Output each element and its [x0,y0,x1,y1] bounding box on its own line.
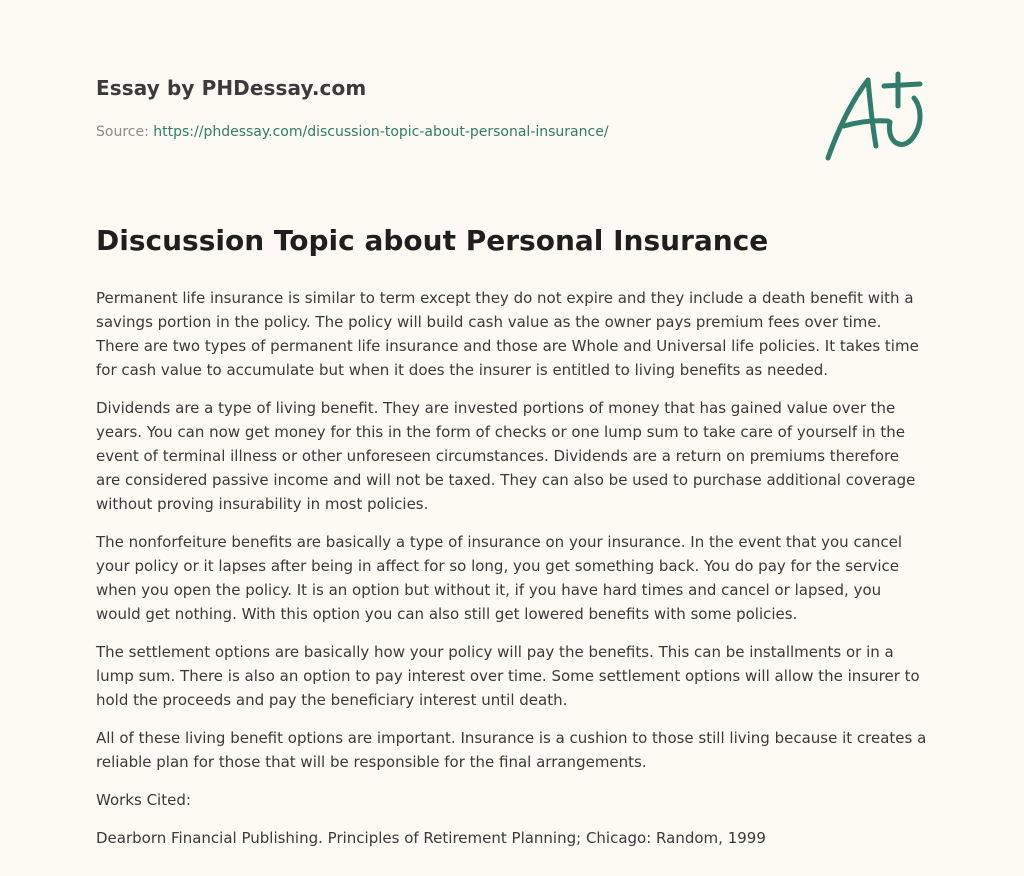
site-brand: Essay by PHDessay.com [96,76,367,100]
source-line [96,124,609,140]
paragraph: All of these living benefit options are important. Insurance is a cushion to those still living because it creates a reliable plan for those that will be responsible for the final arrangements. [96,729,927,771]
citation: Dearborn Financial Publishing. Principles of Retirement Planning; Chicago: Random, 1999 [96,829,766,847]
paragraph: The settlement options are basically how your policy will pay the benefits. This can be installments or in a lump sum. There is also an option to pay interest over time. Some settlement options will allow the insurer to hold the proceeds and pay the beneficiary interest until death. [96,643,920,709]
source-label: Source: [96,124,154,140]
paragraph: The nonforfeiture benefits are basically a type of insurance on your insurance. In the event that you cancel your policy or it lapses after being in affect for so long, you get something back. You do pay for the service when you open the policy. It is an option but without it, if you have hard times and cancel or lapsed, you would get nothing. With this option you can also still get lowered benefits with some policies. [96,533,903,623]
source-link[interactable]: https://phdessay.com/discussion-topic-about-personal-insurance/ [153,124,609,140]
paragraph: Permanent life insurance is similar to term except they do not expire and they include a death benefit with a savings portion in the policy. The policy will build cash value as the owner pays premium fees over time. There are two types of permanent life insurance and those are Whole and Universal life policies. It takes time for cash value to accumulate but when it does the insurer is entitled to living benefits as needed. [96,289,919,379]
essay-title: Discussion Topic about Personal Insurance [96,224,769,257]
paragraph: Dividends are a type of living benefit. They are invested portions of money that has gained value over the years. You can now get money for this in the form of checks or one lump sum to take care of yourself in the event of terminal illness or other unforeseen circumstances. Dividends are a return on premiums therefore are considered passive income and will not be taxed. They can also be used to purchase additional coverage without proving insurability in most policies. [96,399,916,513]
a-plus-grade-icon [818,66,930,168]
works-cited-heading: Works Cited: [96,791,191,809]
essay-body [96,286,928,864]
